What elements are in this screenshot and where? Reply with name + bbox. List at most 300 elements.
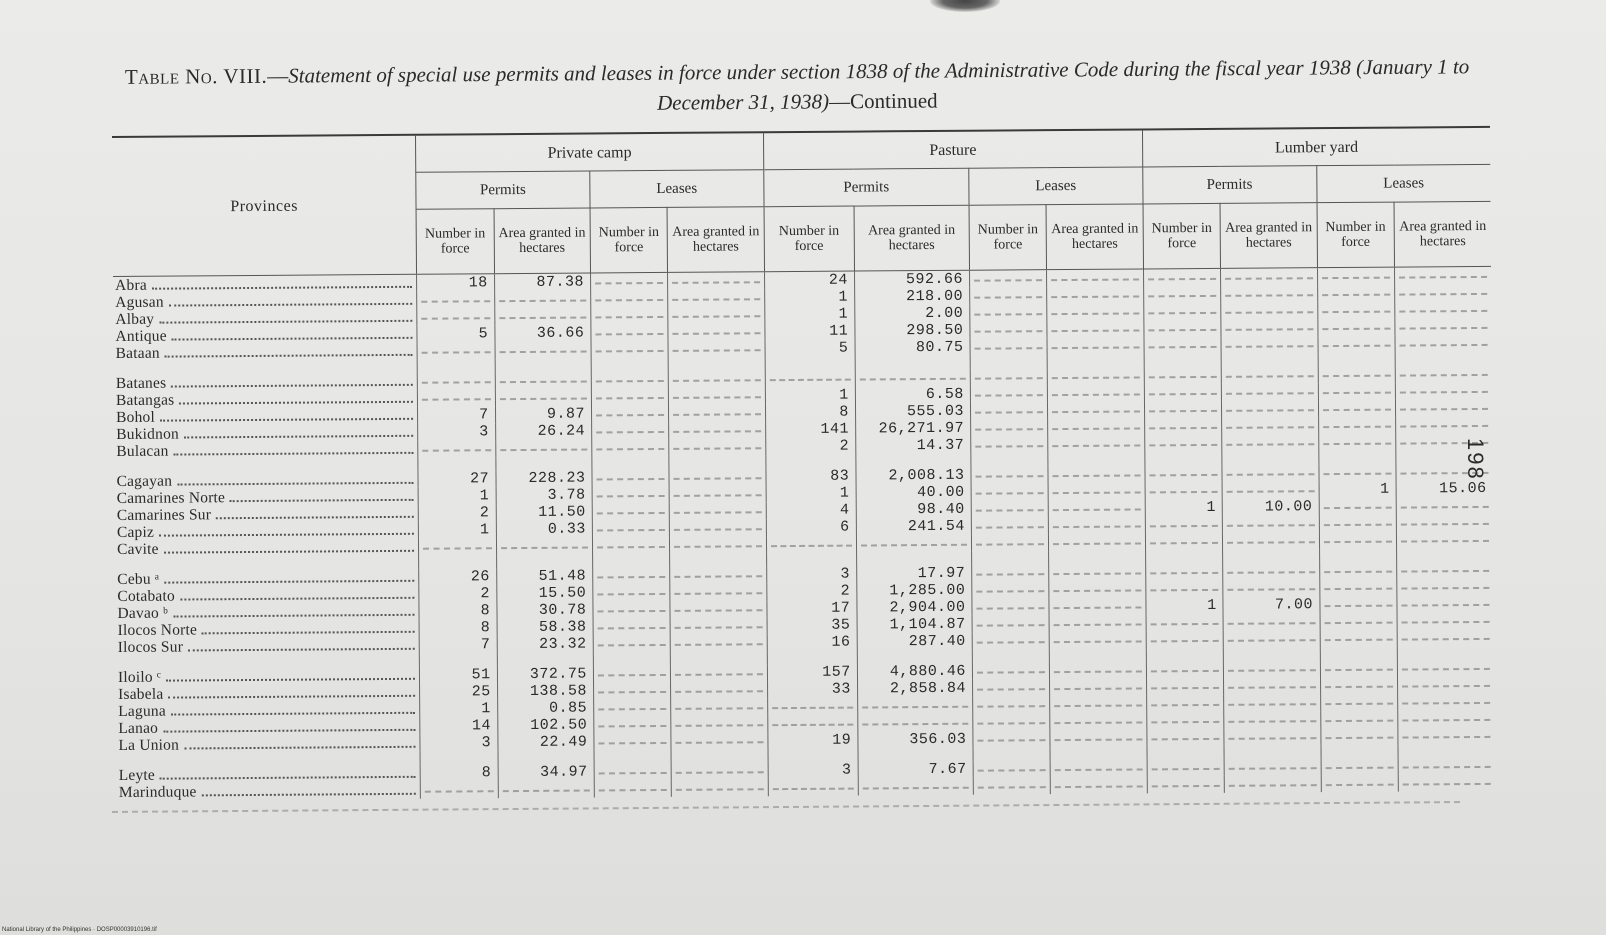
- empty-cell: [1318, 383, 1396, 401]
- province-name: Isabela: [118, 685, 164, 703]
- province-name: Bukidnon: [116, 425, 179, 443]
- dash-leader: [676, 741, 763, 744]
- number-cell: 141: [765, 421, 855, 439]
- province-name: Ilocos Sur: [117, 638, 184, 656]
- empty-cell: [592, 422, 670, 440]
- dash-leader: [1323, 443, 1391, 446]
- empty-cell: [970, 321, 1048, 339]
- dash-leader: [1054, 640, 1141, 643]
- dash-leader: [1227, 571, 1314, 574]
- empty-cell: [1223, 515, 1319, 533]
- empty-cell: [1396, 497, 1493, 515]
- dash-leader: [1226, 311, 1313, 314]
- empty-cell: [417, 372, 495, 390]
- dash-leader: [597, 593, 665, 596]
- dash-leader: [862, 706, 968, 709]
- empty-cell: [1320, 660, 1398, 678]
- empty-cell: [592, 486, 670, 504]
- number-cell: 8: [420, 764, 498, 782]
- dash-leader: [974, 313, 1042, 316]
- spacer-cell: [1222, 451, 1318, 465]
- dash-leader: [675, 592, 762, 595]
- empty-cell: [972, 615, 1050, 633]
- empty-cell: [668, 272, 764, 290]
- spacer-cell: [1397, 646, 1494, 660]
- empty-cell: [767, 698, 857, 716]
- dash-leader: [975, 475, 1043, 478]
- dash-leader: [1148, 329, 1216, 332]
- spacer-cell: [593, 554, 671, 568]
- empty-cell: [669, 370, 765, 388]
- dash-leader: [596, 350, 664, 353]
- leader-dots: [173, 452, 413, 456]
- empty-cell: [1221, 302, 1317, 320]
- spacer-cell: [495, 456, 591, 470]
- empty-cell: [1222, 481, 1318, 499]
- dash-leader: [1151, 704, 1219, 707]
- spacer-cell: [671, 749, 767, 763]
- spacer-cell: [591, 358, 669, 372]
- area-cell: 10.00: [1222, 498, 1318, 516]
- empty-cell: [594, 733, 672, 751]
- dash-leader: [1226, 328, 1313, 331]
- dash-leader: [1149, 491, 1217, 494]
- area-granted-header: Area granted in hectares: [1394, 201, 1491, 267]
- empty-cell: [1146, 614, 1224, 632]
- pasture-permits-header: Permits: [764, 168, 969, 207]
- dash-leader: [499, 300, 586, 303]
- spacer-cell: [1397, 548, 1494, 562]
- area-cell: 356.03: [858, 731, 973, 749]
- number-cell: 7: [419, 636, 497, 654]
- area-cell: 22.49: [498, 733, 594, 751]
- dash-leader: [1325, 686, 1393, 689]
- dash-leader: [673, 379, 760, 382]
- dash-leader: [1150, 525, 1218, 528]
- empty-cell: [971, 419, 1049, 437]
- number-cell: 25: [420, 683, 498, 701]
- number-cell: 2: [765, 438, 855, 456]
- dash-leader: [977, 688, 1045, 691]
- dash-leader: [1053, 427, 1140, 430]
- empty-cell: [972, 581, 1050, 599]
- dash-leader: [598, 708, 666, 711]
- spacer-cell: [669, 455, 765, 469]
- empty-cell: [1397, 578, 1494, 596]
- number-cell: 157: [767, 664, 857, 682]
- dash-leader: [674, 494, 761, 497]
- spacer-cell: [1050, 648, 1146, 662]
- dash-leader: [975, 377, 1043, 380]
- empty-cell: [1318, 400, 1396, 418]
- dash-leader: [596, 414, 664, 417]
- empty-cell: [1047, 320, 1143, 338]
- area-cell: 40.00: [856, 484, 971, 502]
- empty-cell: [1224, 758, 1320, 776]
- dash-leader: [1227, 490, 1314, 493]
- dash-leader: [861, 544, 967, 547]
- area-cell: 17.97: [856, 565, 971, 583]
- province-cell: [113, 274, 417, 294]
- number-cell: 1: [765, 387, 855, 405]
- dash-leader: [1149, 393, 1217, 396]
- empty-cell: [672, 779, 768, 797]
- empty-cell: [1049, 499, 1145, 517]
- area-cell: 555.03: [855, 403, 970, 421]
- empty-cell: [593, 601, 671, 619]
- empty-cell: [1143, 286, 1221, 304]
- dash-leader: [1227, 524, 1314, 527]
- area-granted-header: Area granted in hectares: [667, 207, 764, 273]
- empty-cell: [1319, 464, 1397, 482]
- number-cell: 5: [765, 340, 855, 358]
- area-cell: 34.97: [498, 763, 594, 781]
- dash-leader: [1399, 310, 1487, 313]
- empty-cell: [592, 503, 670, 521]
- leader-dots: [160, 776, 416, 780]
- number-cell: 14: [420, 717, 498, 735]
- empty-cell: [671, 715, 767, 733]
- leader-dots: [159, 533, 414, 537]
- leader-dots: [165, 354, 413, 358]
- spacer-cell: [1221, 353, 1317, 367]
- empty-cell: [668, 340, 764, 358]
- province-name: Lanao: [118, 719, 159, 737]
- empty-cell: [1050, 729, 1146, 747]
- area-cell: 15.50: [496, 584, 592, 602]
- dash-leader: [770, 379, 851, 382]
- private-camp-leases-header: Leases: [590, 170, 764, 208]
- dash-leader: [1151, 687, 1219, 690]
- dash-leader: [1322, 311, 1390, 314]
- empty-cell: [494, 290, 590, 308]
- empty-cell: [971, 517, 1049, 535]
- dash-leader: [1228, 639, 1315, 642]
- dash-leader: [978, 769, 1046, 772]
- empty-cell: [1319, 562, 1397, 580]
- empty-cell: [591, 371, 669, 389]
- spacer-cell: [1048, 452, 1144, 466]
- dash-leader: [976, 573, 1044, 576]
- dash-leader: [975, 394, 1043, 397]
- dash-leader: [673, 332, 760, 335]
- empty-cell: [1224, 728, 1320, 746]
- dash-leader: [1322, 294, 1390, 297]
- area-cell: 2,904.00: [857, 599, 972, 617]
- empty-cell: [969, 270, 1047, 288]
- dash-leader: [976, 590, 1044, 593]
- dash-leader: [1325, 720, 1393, 723]
- dash-leader: [596, 431, 664, 434]
- leader-dots: [202, 793, 416, 797]
- province-name: Iloilo ᶜ: [117, 668, 162, 686]
- empty-cell: [593, 635, 671, 653]
- spacer-cell: [1318, 451, 1396, 465]
- area-cell: 14.37: [856, 437, 971, 455]
- province-name: Abra: [115, 276, 147, 294]
- empty-cell: [594, 763, 672, 781]
- empty-cell: [855, 369, 970, 387]
- dash-leader: [1052, 329, 1139, 332]
- leader-dots: [188, 648, 415, 652]
- dash-leader: [1151, 721, 1219, 724]
- province-cell: [114, 373, 418, 392]
- dash-leader: [1402, 668, 1490, 671]
- dash-leader: [1323, 524, 1391, 527]
- number-cell: 1: [1319, 481, 1397, 499]
- empty-cell: [1049, 563, 1145, 581]
- empty-cell: [593, 584, 671, 602]
- dash-leader: [1229, 720, 1316, 723]
- empty-cell: [1051, 776, 1147, 794]
- empty-cell: [970, 304, 1048, 322]
- province-name: Batangas: [115, 391, 175, 409]
- empty-cell: [973, 760, 1051, 778]
- dash-leader: [1325, 784, 1393, 787]
- dash-leader: [1053, 444, 1140, 447]
- dash-leader: [422, 449, 490, 452]
- empty-cell: [970, 402, 1048, 420]
- title-dash: —: [267, 63, 289, 88]
- dash-leader: [1148, 312, 1216, 315]
- empty-cell: [668, 323, 764, 341]
- empty-cell: [670, 583, 766, 601]
- province-name: Capiz: [116, 523, 155, 541]
- dash-leader: [595, 282, 663, 285]
- dash-leader: [675, 690, 762, 693]
- spacer-cell: [973, 747, 1051, 761]
- dash-leader: [1226, 426, 1313, 429]
- empty-cell: [669, 468, 765, 486]
- number-cell: 11: [765, 323, 855, 341]
- empty-cell: [418, 440, 496, 458]
- dash-leader: [977, 705, 1045, 708]
- empty-cell: [1224, 711, 1320, 729]
- leader-dots: [169, 303, 412, 307]
- spacer-cell: [1398, 744, 1495, 758]
- dash-leader: [1052, 312, 1139, 315]
- dash-leader: [1322, 345, 1390, 348]
- empty-cell: [591, 324, 669, 342]
- dash-leader: [1324, 571, 1392, 574]
- dash-leader: [976, 607, 1044, 610]
- spacer-cell: [1224, 745, 1320, 759]
- number-cell: 27: [418, 470, 496, 488]
- number-cell: 1: [420, 700, 498, 718]
- empty-cell: [1397, 612, 1494, 630]
- table-body: [113, 266, 1495, 801]
- empty-cell: [1146, 678, 1224, 696]
- province-name: Cebu ᵃ: [117, 570, 160, 588]
- area-granted-header: Area granted in hectares: [1220, 203, 1317, 269]
- dash-leader: [597, 546, 665, 549]
- dash-leader: [500, 449, 587, 452]
- dash-leader: [675, 673, 762, 676]
- dash-leader: [977, 624, 1045, 627]
- province-name: Bataan: [115, 344, 160, 362]
- area-cell: 87.38: [494, 273, 590, 291]
- number-cell: 3: [420, 734, 498, 752]
- dash-leader: [975, 347, 1043, 350]
- leader-dots: [230, 499, 414, 502]
- number-cell: 24: [764, 271, 854, 289]
- dash-leader: [1325, 737, 1393, 740]
- empty-cell: [1320, 613, 1398, 631]
- dash-leader: [597, 610, 665, 613]
- dash-leader: [1402, 719, 1490, 722]
- dash-leader: [676, 771, 763, 774]
- empty-cell: [593, 665, 671, 683]
- area-cell: 228.23: [496, 469, 592, 487]
- area-cell: 26.24: [495, 422, 591, 440]
- province-cell: [117, 782, 421, 801]
- leader-dots: [202, 631, 415, 635]
- dash-leader: [1399, 293, 1487, 296]
- dash-leader: [1148, 346, 1216, 349]
- spacer-cell: [1321, 745, 1399, 759]
- empty-cell: [1319, 579, 1397, 597]
- empty-cell: [1144, 320, 1222, 338]
- leader-dots: [174, 614, 415, 618]
- empty-cell: [1146, 580, 1224, 598]
- leader-dots: [184, 435, 413, 439]
- dash-leader: [1399, 276, 1487, 279]
- empty-cell: [417, 291, 495, 309]
- dash-leader: [501, 547, 588, 550]
- empty-cell: [594, 780, 672, 798]
- empty-cell: [1318, 336, 1396, 354]
- dash-leader: [597, 495, 665, 498]
- spacer-cell: [1224, 647, 1320, 661]
- empty-cell: [1222, 383, 1318, 401]
- empty-cell: [1224, 775, 1320, 793]
- province-name: Antique: [115, 327, 167, 345]
- dash-leader: [1055, 738, 1142, 741]
- area-cell: 98.40: [856, 501, 971, 519]
- area-cell: 2.00: [855, 305, 970, 323]
- empty-cell: [1318, 434, 1396, 452]
- empty-cell: [1145, 465, 1223, 483]
- area-cell: 592.66: [854, 270, 969, 288]
- empty-cell: [971, 483, 1049, 501]
- dash-leader: [1052, 295, 1139, 298]
- province-name: Bulacan: [116, 442, 169, 460]
- dash-leader: [1400, 391, 1488, 394]
- empty-cell: [1396, 531, 1493, 549]
- empty-cell: [1047, 269, 1144, 287]
- dash-leader: [421, 300, 489, 303]
- dash-leader: [1152, 785, 1220, 788]
- empty-cell: [1144, 401, 1222, 419]
- empty-cell: [1050, 661, 1146, 679]
- area-granted-header: Area granted in hectares: [854, 205, 970, 271]
- empty-cell: [670, 519, 766, 537]
- dash-leader: [1400, 408, 1488, 411]
- empty-cell: [1320, 694, 1398, 712]
- number-cell: 8: [419, 619, 497, 637]
- dash-leader: [596, 448, 664, 451]
- dash-leader: [1229, 784, 1316, 787]
- ink-smudge: [930, 0, 1000, 12]
- dash-leader: [1323, 473, 1391, 476]
- table-title: [112, 51, 1482, 122]
- spacer-cell: [1223, 549, 1319, 563]
- leader-dots: [164, 550, 414, 554]
- area-cell: 58.38: [497, 618, 593, 636]
- number-in-force-header: Number in force: [1143, 203, 1221, 269]
- empty-cell: [973, 713, 1051, 731]
- dash-leader: [674, 447, 761, 450]
- leader-dots: [168, 695, 415, 699]
- dash-leader: [1149, 427, 1217, 430]
- dash-leader: [1052, 410, 1139, 413]
- empty-cell: [971, 436, 1049, 454]
- dash-leader: [596, 380, 664, 383]
- empty-cell: [1146, 661, 1224, 679]
- province-name: Camarines Norte: [116, 489, 226, 507]
- dash-leader: [976, 509, 1044, 512]
- dash-leader: [1227, 473, 1314, 476]
- spacer-cell: [857, 650, 972, 664]
- dash-leader: [1401, 523, 1489, 526]
- empty-cell: [1320, 630, 1398, 648]
- dash-leader: [1053, 474, 1140, 477]
- number-cell: 4: [766, 502, 856, 520]
- spacer-cell: [1049, 550, 1145, 564]
- number-cell: 5: [417, 325, 495, 343]
- dash-leader: [1151, 640, 1219, 643]
- empty-cell: [669, 438, 765, 456]
- empty-cell: [1147, 712, 1225, 730]
- empty-cell: [1051, 759, 1147, 777]
- spacer-cell: [1048, 354, 1144, 368]
- empty-cell: [418, 389, 496, 407]
- dash-leader: [499, 381, 586, 384]
- empty-cell: [670, 566, 766, 584]
- dash-leader: [672, 281, 759, 284]
- empty-cell: [594, 716, 672, 734]
- dash-leader: [1323, 409, 1391, 412]
- dash-leader: [1149, 474, 1217, 477]
- dash-leader: [1228, 669, 1315, 672]
- private-camp-permits-header: Permits: [416, 171, 590, 209]
- pasture-leases-header: Leases: [969, 167, 1143, 205]
- dash-leader: [425, 790, 493, 793]
- dash-leader: [1402, 702, 1490, 705]
- dash-leader: [1402, 621, 1490, 624]
- area-cell: 0.33: [496, 520, 592, 538]
- dash-leader: [599, 772, 667, 775]
- dash-leader: [1322, 328, 1390, 331]
- dash-leader: [1053, 508, 1140, 511]
- dash-leader: [1324, 622, 1392, 625]
- empty-cell: [1221, 285, 1317, 303]
- dash-leader: [673, 396, 760, 399]
- table-caption: Statement of special use permits and leases in force under section 1838 of the Administrative Code during the fiscal year 1938 (January 1 to December 31, 1938): [288, 54, 1470, 115]
- empty-cell: [591, 290, 669, 308]
- dash-leader: [1055, 721, 1142, 724]
- empty-cell: [670, 502, 766, 520]
- spacer-cell: [669, 357, 765, 371]
- dash-leader: [975, 445, 1043, 448]
- table-container: [112, 126, 1495, 801]
- number-cell: 6: [766, 519, 856, 537]
- dash-leader: [597, 512, 665, 515]
- spacer-cell: [767, 651, 857, 665]
- spacer-cell: [1050, 746, 1146, 760]
- empty-cell: [1320, 728, 1398, 746]
- empty-cell: [1147, 729, 1225, 747]
